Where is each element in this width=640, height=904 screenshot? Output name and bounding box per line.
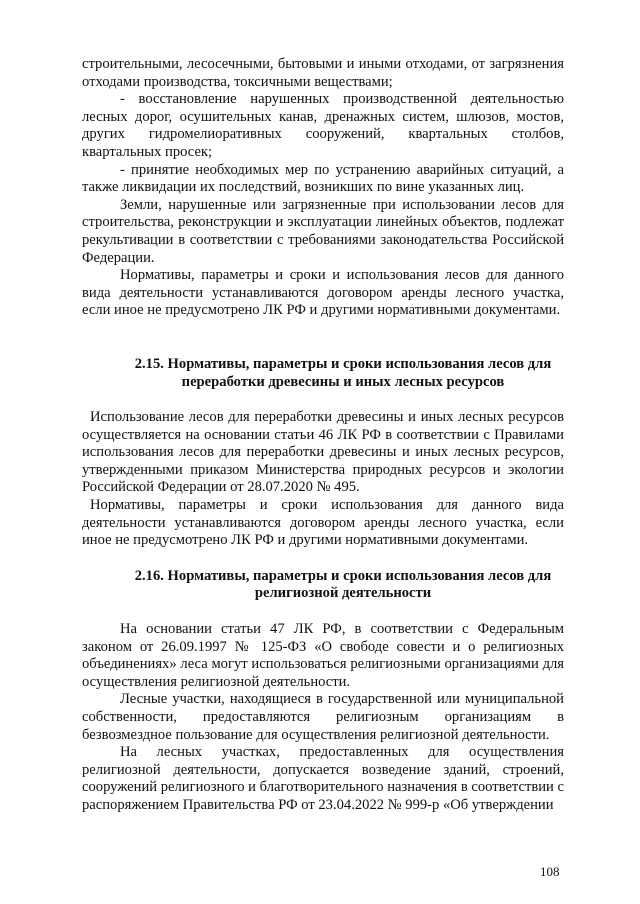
section-heading <box>82 356 564 391</box>
paragraph: Лесные участки, находящиеся в государственной или муниципальной собственности, предоставляются религиозным организациям в безвозмездное пользование для осуществления религиозной деятельности. <box>82 691 564 743</box>
section-heading <box>82 568 564 603</box>
paragraph: На основании статьи 47 ЛК РФ, в соответствии с Федеральным законом от 26.09.1997 № 125-ФЗ «О свободе совести и о религиозных объединениях» леса могут использоваться религиозными организациями для осуществления религиозной деятельности. <box>82 621 564 690</box>
heading-line: 2.15. Нормативы, параметры и сроки использования лесов для <box>134 355 552 372</box>
paragraph: На лесных участках, предоставленных для осуществления религиозной деятельности, допускается возведение зданий, строений, сооружений религиозного и благотворительного назначения в соответствии с распоряжением Правительства РФ от 23.04.2022 № 999-р «Об утверждении <box>82 744 564 813</box>
heading-line: переработки древесины и иных лесных ресурсов <box>181 373 505 390</box>
heading-line: 2.16. Нормативы, параметры и сроки использования лесов для <box>134 567 552 584</box>
heading-line: религиозной деятельности <box>254 585 432 602</box>
paragraph: Земли, нарушенные или загрязненные при использовании лесов для строительства, реконструкции и эксплуатации линейных объектов, подлежат рекультивации в соответствии с требованиями законодательства Российской Федерации. <box>82 196 564 266</box>
paragraph: Нормативы, параметры и сроки и использования лесов для данного вида деятельности устанавливаются договором аренды лесного участка, если иное не предусмотрено ЛК РФ и другими нормативными документами. <box>82 267 564 319</box>
paragraph: Использование лесов для переработки древесины и иных лесных ресурсов осуществляется на основании статьи 46 ЛК РФ в соответствии с Правилами использования лесов для переработки древесины и иных лесных ресурсов, утвержденными приказом Министерства природных ресурсов и экологии Российской Федерации от 28.07.2020 № 495. <box>82 409 564 496</box>
paragraph: - восстановление нарушенных производственной деятельностью лесных дорог, осушительных канав, дренажных систем, шлюзов, мостов, других гидромелиоративных сооружений, квартальных столбов, квартальных просек; <box>82 91 564 160</box>
paragraph: - принятие необходимых мер по устранению аварийных ситуаций, а также ликвидации их последствий, возникших по вине указанных лиц. <box>82 161 564 196</box>
page-number: 108 <box>540 864 560 879</box>
document-page <box>82 56 564 815</box>
paragraph: Нормативы, параметры и сроки использования для данного вида деятельности устанавливаются договором аренды лесного участка, если иное не предусмотрено ЛК РФ и другими нормативными документами. <box>82 497 564 549</box>
paragraph: строительными, лесосечными, бытовыми и иными отходами, от загрязнения отходами производства, токсичными веществами; <box>82 56 564 90</box>
